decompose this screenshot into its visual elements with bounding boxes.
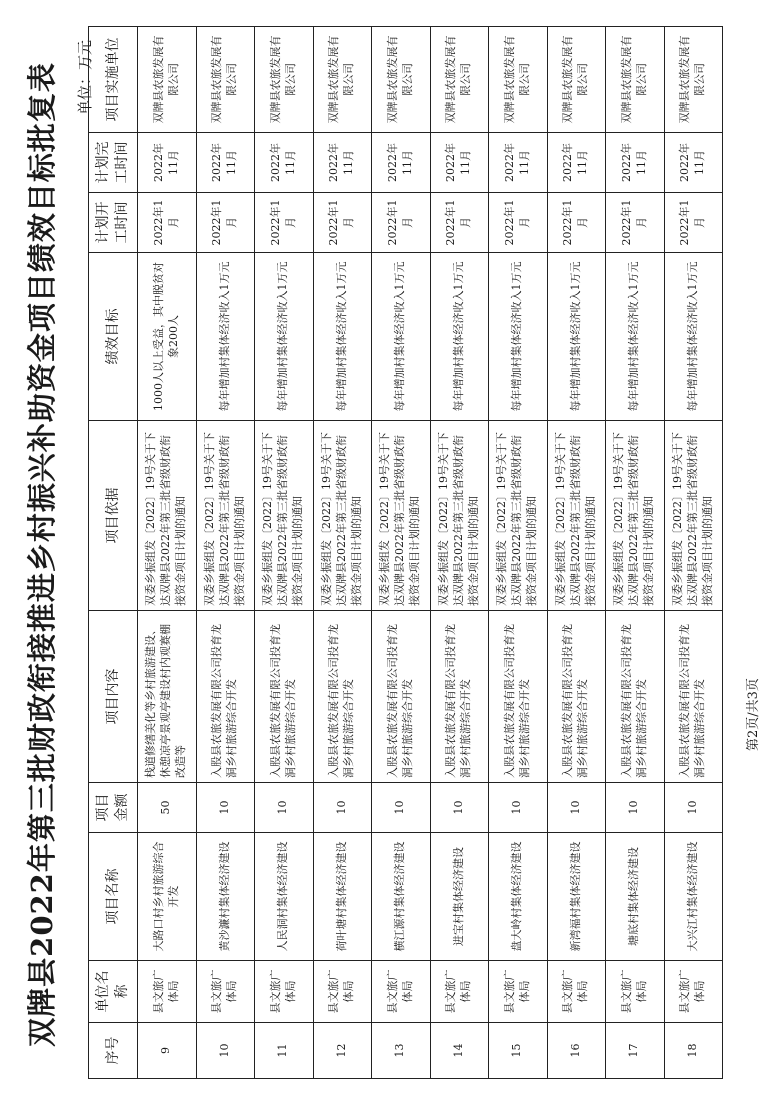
cell-no: 13: [372, 1023, 431, 1079]
header-unit: 单位名称: [89, 961, 138, 1023]
cell-end: 2022年11月: [372, 133, 431, 193]
header-goal: 绩效目标: [89, 253, 138, 421]
cell-start: 2022年1月: [489, 193, 548, 253]
cell-no: 17: [606, 1023, 665, 1079]
table-row: [664, 27, 723, 1079]
cell-no: 10: [196, 1023, 255, 1079]
page-number: 第2页/共3页: [746, 678, 761, 751]
cell-unit: 县文旅广体局: [255, 961, 314, 1023]
cell-project-name: 人民洞村集体经济建设: [255, 833, 314, 961]
cell-end: 2022年11月: [313, 133, 372, 193]
cell-goal: 1000人以上受益，其中脱贫对象200人: [138, 253, 197, 421]
cell-goal: 每年增加村集体经济收入1万元: [372, 253, 431, 421]
cell-unit: 县文旅广体局: [430, 961, 489, 1023]
cell-amount: 10: [430, 783, 489, 833]
cell-end: 2022年11月: [138, 133, 197, 193]
cell-goal: 每年增加村集体经济收入1万元: [606, 253, 665, 421]
table-row: [313, 27, 372, 1079]
cell-implementer: 双牌县农旅发展有限公司: [372, 27, 431, 133]
cell-basis: 双委乡振组发〔2022〕19号关于下达双牌县2022年第三批省级财政衔接资金项目计划的通知: [138, 421, 197, 611]
cell-implementer: 双牌县农旅发展有限公司: [430, 27, 489, 133]
cell-unit: 县文旅广体局: [547, 961, 606, 1023]
cell-implementer: 双牌县农旅发展有限公司: [138, 27, 197, 133]
header-amount: 项目金额: [89, 783, 138, 833]
cell-basis: 双委乡振组发〔2022〕19号关于下达双牌县2022年第三批省级财政衔接资金项目计划的通知: [489, 421, 548, 611]
cell-start: 2022年1月: [255, 193, 314, 253]
table-row: [196, 27, 255, 1079]
cell-no: 16: [547, 1023, 606, 1079]
cell-basis: 双委乡振组发〔2022〕19号关于下达双牌县2022年第三批省级财政衔接资金项目计划的通知: [430, 421, 489, 611]
cell-no: 11: [255, 1023, 314, 1079]
cell-project-name: 盘大岭村集体经济建设: [489, 833, 548, 961]
unit-label: 单位：万元: [76, 40, 94, 116]
cell-no: 9: [138, 1023, 197, 1079]
cell-unit: 县文旅广体局: [313, 961, 372, 1023]
cell-content: 入股县农旅发展有限公司投育龙洞乡村旅游综合开发: [255, 611, 314, 783]
cell-no: 18: [664, 1023, 723, 1079]
cell-goal: 每年增加村集体经济收入1万元: [489, 253, 548, 421]
cell-amount: 10: [606, 783, 665, 833]
cell-end: 2022年11月: [255, 133, 314, 193]
cell-project-name: 大兴江村集体经济建设: [664, 833, 723, 961]
cell-end: 2022年11月: [606, 133, 665, 193]
cell-no: 15: [489, 1023, 548, 1079]
cell-project-name: 黄沙濂村集体经济建设: [196, 833, 255, 961]
cell-start: 2022年1月: [372, 193, 431, 253]
cell-start: 2022年1月: [606, 193, 665, 253]
cell-basis: 双委乡振组发〔2022〕19号关于下达双牌县2022年第三批省级财政衔接资金项目计划的通知: [196, 421, 255, 611]
header-no: 序号: [89, 1023, 138, 1079]
table-row: [489, 27, 548, 1079]
table-row: [430, 27, 489, 1079]
cell-goal: 每年增加村集体经济收入1万元: [196, 253, 255, 421]
cell-end: 2022年11月: [430, 133, 489, 193]
cell-start: 2022年1月: [138, 193, 197, 253]
cell-implementer: 双牌县农旅发展有限公司: [196, 27, 255, 133]
cell-amount: 10: [255, 783, 314, 833]
cell-content: 栈道修缮美化等乡村旅游建设、休憩凉亭景观亭建设村内观赛棚改造等: [138, 611, 197, 783]
cell-content: 入股县农旅发展有限公司投育龙洞乡村旅游综合开发: [489, 611, 548, 783]
cell-amount: 50: [138, 783, 197, 833]
cell-project-name: 新湾福村集体经济建设: [547, 833, 606, 961]
cell-goal: 每年增加村集体经济收入1万元: [313, 253, 372, 421]
cell-content: 入股县农旅发展有限公司投育龙洞乡村旅游综合开发: [372, 611, 431, 783]
cell-amount: 10: [547, 783, 606, 833]
cell-amount: 10: [664, 783, 723, 833]
cell-content: 入股县农旅发展有限公司投育龙洞乡村旅游综合开发: [196, 611, 255, 783]
cell-unit: 县文旅广体局: [489, 961, 548, 1023]
header-project-name: 项目名称: [89, 833, 138, 961]
cell-end: 2022年11月: [196, 133, 255, 193]
cell-basis: 双委乡振组发〔2022〕19号关于下达双牌县2022年第三批省级财政衔接资金项目计划的通知: [547, 421, 606, 611]
cell-basis: 双委乡振组发〔2022〕19号关于下达双牌县2022年第三批省级财政衔接资金项目计划的通知: [313, 421, 372, 611]
cell-end: 2022年11月: [664, 133, 723, 193]
cell-unit: 县文旅广体局: [196, 961, 255, 1023]
table-row: [547, 27, 606, 1079]
cell-basis: 双委乡振组发〔2022〕19号关于下达双牌县2022年第三批省级财政衔接资金项目计划的通知: [664, 421, 723, 611]
cell-basis: 双委乡振组发〔2022〕19号关于下达双牌县2022年第三批省级财政衔接资金项目计划的通知: [606, 421, 665, 611]
cell-implementer: 双牌县农旅发展有限公司: [255, 27, 314, 133]
header-implementer: 项目实施单位: [89, 27, 138, 133]
table-header-row: [89, 27, 138, 1079]
header-content: 项目内容: [89, 611, 138, 783]
cell-start: 2022年1月: [196, 193, 255, 253]
cell-implementer: 双牌县农旅发展有限公司: [313, 27, 372, 133]
cell-project-name: 塘底村集体经济建设: [606, 833, 665, 961]
header-end: 计划完工时间: [89, 133, 138, 193]
cell-end: 2022年11月: [489, 133, 548, 193]
approval-table: [88, 26, 723, 1079]
page-title: 双牌县2022年第三批财政衔接推进乡村振兴补助资金项目绩效目标批复表: [25, 62, 59, 1047]
header-basis: 项目依据: [89, 421, 138, 611]
cell-no: 14: [430, 1023, 489, 1079]
table-row: [255, 27, 314, 1079]
table-row: [138, 27, 197, 1079]
cell-implementer: 双牌县农旅发展有限公司: [547, 27, 606, 133]
cell-start: 2022年1月: [664, 193, 723, 253]
cell-unit: 县文旅广体局: [664, 961, 723, 1023]
cell-amount: 10: [313, 783, 372, 833]
cell-content: 入股县农旅发展有限公司投育龙洞乡村旅游综合开发: [547, 611, 606, 783]
cell-amount: 10: [196, 783, 255, 833]
cell-project-name: 横江源村集体经济建设: [372, 833, 431, 961]
cell-goal: 每年增加村集体经济收入1万元: [547, 253, 606, 421]
table-row: [372, 27, 431, 1079]
cell-goal: 每年增加村集体经济收入1万元: [430, 253, 489, 421]
cell-amount: 10: [489, 783, 548, 833]
table-row: [606, 27, 665, 1079]
header-start: 计划开工时间: [89, 193, 138, 253]
cell-implementer: 双牌县农旅发展有限公司: [606, 27, 665, 133]
cell-basis: 双委乡振组发〔2022〕19号关于下达双牌县2022年第三批省级财政衔接资金项目计划的通知: [372, 421, 431, 611]
cell-start: 2022年1月: [547, 193, 606, 253]
cell-implementer: 双牌县农旅发展有限公司: [489, 27, 548, 133]
cell-start: 2022年1月: [430, 193, 489, 253]
cell-implementer: 双牌县农旅发展有限公司: [664, 27, 723, 133]
cell-content: 入股县农旅发展有限公司投育龙洞乡村旅游综合开发: [430, 611, 489, 783]
cell-goal: 每年增加村集体经济收入1万元: [255, 253, 314, 421]
cell-content: 入股县农旅发展有限公司投育龙洞乡村旅游综合开发: [664, 611, 723, 783]
cell-content: 入股县农旅发展有限公司投育龙洞乡村旅游综合开发: [313, 611, 372, 783]
cell-project-name: 进宝村集体经济建设: [430, 833, 489, 961]
cell-no: 12: [313, 1023, 372, 1079]
cell-project-name: 荷叶塘村集体经济建设: [313, 833, 372, 961]
cell-unit: 县文旅广体局: [606, 961, 665, 1023]
cell-content: 入股县农旅发展有限公司投育龙洞乡村旅游综合开发: [606, 611, 665, 783]
cell-end: 2022年11月: [547, 133, 606, 193]
cell-unit: 县文旅广体局: [372, 961, 431, 1023]
cell-amount: 10: [372, 783, 431, 833]
cell-project-name: 大路口村乡村旅游综合开发: [138, 833, 197, 961]
cell-start: 2022年1月: [313, 193, 372, 253]
cell-unit: 县文旅广体局: [138, 961, 197, 1023]
cell-basis: 双委乡振组发〔2022〕19号关于下达双牌县2022年第三批省级财政衔接资金项目计划的通知: [255, 421, 314, 611]
cell-goal: 每年增加村集体经济收入1万元: [664, 253, 723, 421]
